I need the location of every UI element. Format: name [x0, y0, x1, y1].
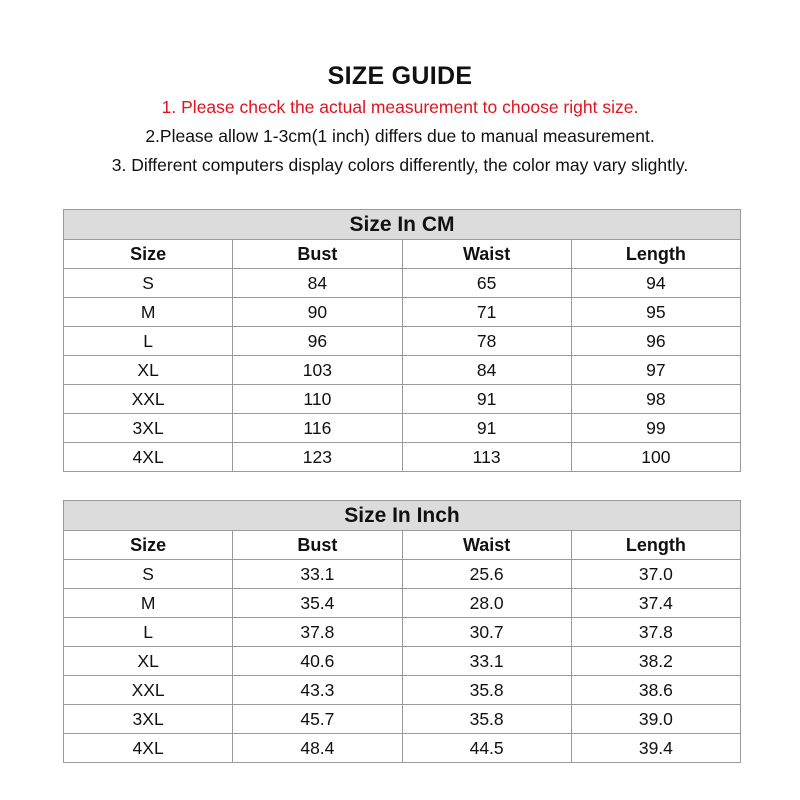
- table-row: [64, 676, 741, 705]
- cell-length: 37.8: [571, 618, 740, 647]
- cell-bust: 90: [233, 298, 402, 327]
- cell-length: 39.4: [571, 734, 740, 763]
- cell-length: 100: [571, 443, 740, 472]
- table-row: [64, 589, 741, 618]
- column-header-waist: Waist: [402, 240, 571, 269]
- cell-length: 95: [571, 298, 740, 327]
- cell-size: M: [64, 589, 233, 618]
- table-row: [64, 618, 741, 647]
- cell-size: M: [64, 298, 233, 327]
- table-row: [64, 647, 741, 676]
- table-row: [64, 385, 741, 414]
- cell-length: 94: [571, 269, 740, 298]
- table-row: [64, 298, 741, 327]
- table-row: [64, 356, 741, 385]
- table-row: [64, 269, 741, 298]
- table-row: [64, 705, 741, 734]
- cell-waist: 28.0: [402, 589, 571, 618]
- cell-length: 38.6: [571, 676, 740, 705]
- table-caption: Size In CM: [64, 210, 741, 240]
- cell-size: S: [64, 269, 233, 298]
- cell-length: 98: [571, 385, 740, 414]
- cell-length: 99: [571, 414, 740, 443]
- size-table-inch: [63, 500, 741, 763]
- cell-waist: 78: [402, 327, 571, 356]
- cell-waist: 65: [402, 269, 571, 298]
- cell-bust: 110: [233, 385, 402, 414]
- cell-size: 4XL: [64, 734, 233, 763]
- cell-waist: 30.7: [402, 618, 571, 647]
- cell-bust: 43.3: [233, 676, 402, 705]
- cell-waist: 84: [402, 356, 571, 385]
- column-header-length: Length: [571, 240, 740, 269]
- table-caption: Size In Inch: [64, 501, 741, 531]
- cell-length: 96: [571, 327, 740, 356]
- cell-bust: 48.4: [233, 734, 402, 763]
- cell-bust: 35.4: [233, 589, 402, 618]
- cell-size: L: [64, 618, 233, 647]
- note-allow-difference: 2.Please allow 1-3cm(1 inch) differs due to manual measurement.: [145, 126, 655, 146]
- column-header-size: Size: [64, 531, 233, 560]
- cell-bust: 103: [233, 356, 402, 385]
- size-guide-title: SIZE GUIDE: [327, 62, 473, 90]
- cell-bust: 45.7: [233, 705, 402, 734]
- note-color-variance: 3. Different computers display colors differently, the color may vary slightly.: [111, 155, 689, 175]
- cell-length: 97: [571, 356, 740, 385]
- cell-size: 4XL: [64, 443, 233, 472]
- cell-bust: 116: [233, 414, 402, 443]
- cell-size: XXL: [64, 385, 233, 414]
- table-row: [64, 560, 741, 589]
- cell-bust: 40.6: [233, 647, 402, 676]
- cell-size: L: [64, 327, 233, 356]
- cell-bust: 96: [233, 327, 402, 356]
- cell-length: 37.0: [571, 560, 740, 589]
- cell-size: 3XL: [64, 705, 233, 734]
- table-row: [64, 734, 741, 763]
- cell-waist: 35.8: [402, 705, 571, 734]
- cell-bust: 123: [233, 443, 402, 472]
- cell-size: XL: [64, 356, 233, 385]
- cell-waist: 33.1: [402, 647, 571, 676]
- table-row: [64, 443, 741, 472]
- note-check-measurement: 1. Please check the actual measurement to choose right size.: [161, 97, 639, 117]
- size-table-cm: [63, 209, 741, 472]
- cell-length: 37.4: [571, 589, 740, 618]
- cell-bust: 84: [233, 269, 402, 298]
- cell-length: 38.2: [571, 647, 740, 676]
- column-header-waist: Waist: [402, 531, 571, 560]
- cell-size: S: [64, 560, 233, 589]
- column-header-bust: Bust: [233, 240, 402, 269]
- cell-size: XXL: [64, 676, 233, 705]
- table-row: [64, 327, 741, 356]
- cell-waist: 113: [402, 443, 571, 472]
- cell-length: 39.0: [571, 705, 740, 734]
- cell-size: XL: [64, 647, 233, 676]
- column-header-size: Size: [64, 240, 233, 269]
- cell-waist: 25.6: [402, 560, 571, 589]
- column-header-bust: Bust: [233, 531, 402, 560]
- cell-waist: 91: [402, 414, 571, 443]
- cell-waist: 44.5: [402, 734, 571, 763]
- cell-waist: 35.8: [402, 676, 571, 705]
- cell-waist: 71: [402, 298, 571, 327]
- cell-bust: 33.1: [233, 560, 402, 589]
- cell-bust: 37.8: [233, 618, 402, 647]
- cell-waist: 91: [402, 385, 571, 414]
- table-row: [64, 414, 741, 443]
- cell-size: 3XL: [64, 414, 233, 443]
- column-header-length: Length: [571, 531, 740, 560]
